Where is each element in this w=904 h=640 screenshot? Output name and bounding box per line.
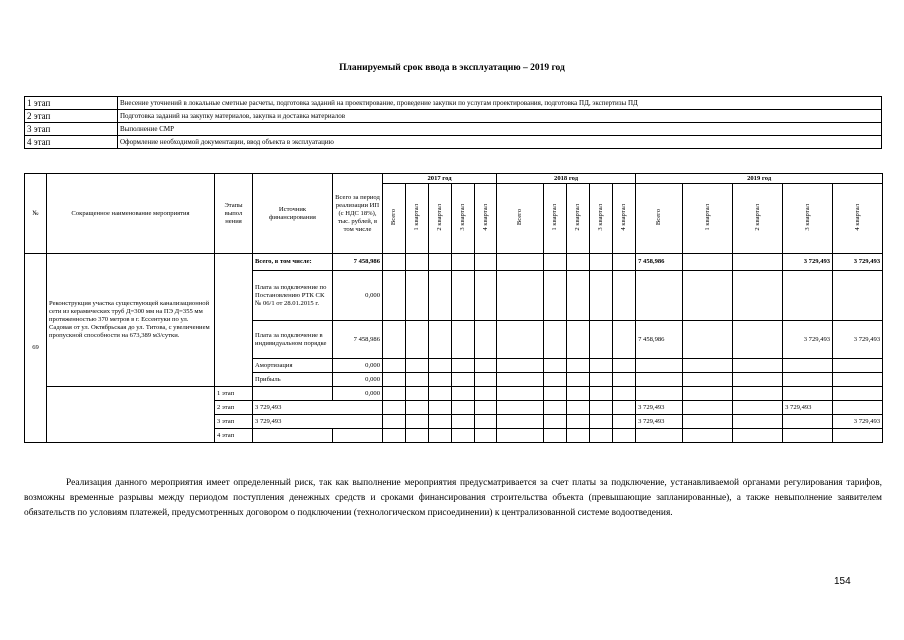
y2019-total: 3 729,493 (636, 401, 683, 415)
header-2017-q3: 3 квартал (459, 203, 466, 231)
header-2017-q2: 2 квартал (436, 203, 443, 231)
risk-paragraph: Реализация данного мероприятия имеет определенный риск, так как выполнение мероприятия предусматривается за счет платы за подключение, устанавливаемой органами регулирования тарифов, возможны временные разрывы между периодом поступления денежных средств и сроками финансирования строительства объекта (превышающие запланированные), а также невыполнение заявителем обязательств по условиям платежей, предусмотренных договором о подключении (технологическом присоединении) к централизованной системе водоотведения. (24, 478, 882, 518)
source-label: Всего, в том числе: (253, 254, 333, 271)
header-number: № (25, 174, 47, 254)
stage-row-label: 4 этап (215, 429, 253, 443)
y2019-q4: 3 729,493 (833, 321, 883, 359)
stage-row (25, 110, 882, 123)
stages-table (24, 96, 882, 149)
stage-total: 3 729,493 (253, 415, 383, 429)
source-total: 0,000 (333, 271, 383, 321)
stage-total: 0,000 (333, 387, 383, 401)
source-total: 0,000 (333, 359, 383, 373)
header-2019-q4: 4 квартал (853, 203, 861, 231)
stage-row (25, 123, 882, 136)
stage-row-label: 1 этап (215, 387, 253, 401)
stage-label: 3 этап (25, 123, 118, 136)
stage-row (25, 97, 882, 110)
header-year-2017: 2017 год (383, 174, 497, 184)
source-total: 7 458,986 (333, 254, 383, 271)
stage-description: Внесение уточнений в локальные сметные расчеты, подготовка заданий на проектирование, проведение закупки по услугам проектирования, подготовка ПД, экспертизы ПД (118, 97, 882, 110)
page-title: Планируемый срок ввода в эксплуатацию – 2019 год (339, 63, 565, 73)
header-2018-q4: 4 квартал (620, 203, 628, 231)
y2019-q3: 3 729,493 (783, 321, 833, 359)
header-2017-total: Всего (390, 208, 397, 226)
stages-empty (215, 254, 253, 387)
y2019-q4: 3 729,493 (833, 254, 883, 271)
y2019-q3: 3 729,493 (783, 401, 833, 415)
header-2019-total: Всего (655, 208, 663, 226)
source-total: 0,000 (333, 373, 383, 387)
header-2019-q1: 1 квартал (703, 203, 711, 231)
header-2017-q1: 1 квартал (413, 203, 420, 231)
stage-description: Подготовка заданий на закупку материалов, закупка и доставка материалов (118, 110, 882, 123)
row-name: Реконструкция участка существующей канализационной сети из керамических труб Д=300 мм на ПЭ Д=355 мм протяженностью 370 метров в г. Ессентуки по ул. Садовая от ул. Октябрьская до ул. Титова, с увеличением пропускной способности на 673,389 м3/сутки. (47, 254, 215, 387)
y2019-total: 7 458,986 (636, 254, 683, 271)
source-label: Прибыль (253, 373, 333, 387)
stage-description: Выполнение СМР (118, 123, 882, 136)
y2019-total: 7 458,986 (636, 321, 683, 359)
stage-row-label: 3 этап (215, 415, 253, 429)
source-total: 7 458,986 (333, 321, 383, 359)
stage-label: 4 этап (25, 136, 118, 149)
financing-table (24, 173, 883, 443)
y2019-q3: 3 729,493 (783, 254, 833, 271)
stage-row (25, 136, 882, 149)
source-label: Амортизация (253, 359, 333, 373)
source-label: Плата за подключение по Постановлению РТК СК № 06/1 от 28.01.2015 г. (253, 271, 333, 321)
header-2019-q3: 3 квартал (803, 203, 811, 231)
source-label: Плата за подключение в индивидуальном порядке (253, 321, 333, 359)
y2019-total: 3 729,493 (636, 415, 683, 429)
stage-description: Оформление необходимой документации, ввод объекта в эксплуатацию (118, 136, 882, 149)
header-2018-q2: 2 квартал (574, 203, 582, 231)
header-2019-q2: 2 квартал (753, 203, 761, 231)
header-stages: Этапы выпол нения (215, 174, 253, 254)
header-2018-q3: 3 квартал (597, 203, 605, 231)
header-year-2019: 2019 год (636, 174, 883, 184)
header-2017-q4: 4 квартал (481, 203, 489, 231)
stage-row-label: 2 этап (215, 401, 253, 415)
header-2018-total: Всего (516, 208, 524, 226)
header-name: Сокращенное наименование мероприятия (47, 174, 215, 254)
y2019-q4: 3 729,493 (833, 415, 883, 429)
header-year-2018: 2018 год (497, 174, 636, 184)
stage-label: 2 этап (25, 110, 118, 123)
header-total: Всего за период реализации ИП (с НДС 18%), тыс. рублей, в том числе (333, 174, 383, 254)
header-2018-q1: 1 квартал (551, 203, 559, 231)
page-number: 154 (834, 576, 851, 587)
stage-total: 3 729,493 (253, 401, 383, 415)
header-source: Источник финансирования (253, 174, 333, 254)
row-number: 69 (25, 254, 47, 443)
stage-label: 1 этап (25, 97, 118, 110)
row-name-empty (47, 387, 215, 443)
